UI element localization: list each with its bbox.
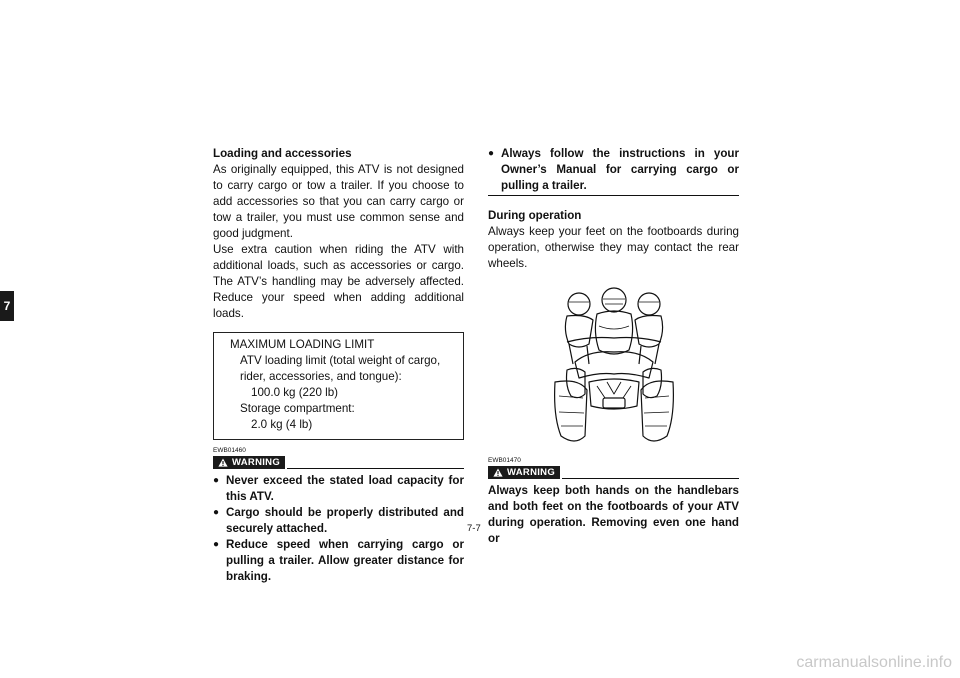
left-column xyxy=(213,146,464,585)
page-number: 7-7 xyxy=(467,523,481,534)
warning-code: EWB01460 xyxy=(213,447,246,454)
warning-text-operation: Always keep both hands on the handlebars and both feet on the footboards of your ATV during operation. Removing even one hand or xyxy=(488,484,739,545)
warning-bullet-list xyxy=(213,473,464,585)
atv-limit-value: 100.0 kg (220 lb) xyxy=(251,386,339,399)
storage-limit-label: Storage compartment: xyxy=(240,402,355,415)
warning-label: WARNING xyxy=(232,456,281,468)
warning-bullet: ● Always follow the instructions in your Owner’s Manual for carrying cargo or pulling a trailer. xyxy=(488,146,739,194)
paragraph-loading-2: Use extra caution when riding the ATV with additional loads, such as accessories or cargo. The ATV’s handling may be adversely affected. Reduce your speed when adding additional loads. xyxy=(213,243,464,320)
warning-triangle-icon xyxy=(218,458,228,467)
warning-bullet: ● Cargo should be properly distributed and securely attached. xyxy=(213,505,464,537)
warning-badge xyxy=(213,456,285,469)
paragraph-loading-1: As originally equipped, this ATV is not designed to carry cargo or tow a trailer. If you choose to add accessories so that you can carry cargo or tow a trailer, you must use common sense and good judgment. xyxy=(213,163,464,240)
atv-limit-label: ATV loading limit (total weight of cargo, rider, accessories, and tongue): xyxy=(240,354,441,383)
paragraph-operation: Always keep your feet on the footboards during operation, otherwise they may contact the rear wheels. xyxy=(488,225,739,270)
right-column xyxy=(488,146,739,547)
warning-header xyxy=(488,466,739,479)
warning-code: EWB01470 xyxy=(488,457,521,464)
section-heading-operation: During operation xyxy=(488,209,582,222)
warning-bullet-list-continued xyxy=(488,146,739,194)
warning-header xyxy=(213,456,464,469)
warning-label: WARNING xyxy=(507,466,556,478)
atv-riders-illustration xyxy=(488,286,739,450)
warning-bullet: ● Reduce speed when carrying cargo or pulling a trailer. Allow greater distance for braking. xyxy=(213,537,464,585)
warning-badge xyxy=(488,466,560,479)
watermark: carmanualsonline.info xyxy=(796,654,952,671)
warning-triangle-icon xyxy=(493,468,503,477)
storage-limit-value: 2.0 kg (4 lb) xyxy=(251,418,313,431)
chapter-tab: 7 xyxy=(0,291,14,321)
warning-bullet: ● Never exceed the stated load capacity for this ATV. xyxy=(213,473,464,505)
warning-rule xyxy=(287,468,464,469)
section-heading-loading: Loading and accessories xyxy=(213,147,352,160)
warning-rule xyxy=(562,478,739,479)
limit-title: MAXIMUM LOADING LIMIT xyxy=(230,338,375,351)
loading-limit-box xyxy=(213,332,464,440)
